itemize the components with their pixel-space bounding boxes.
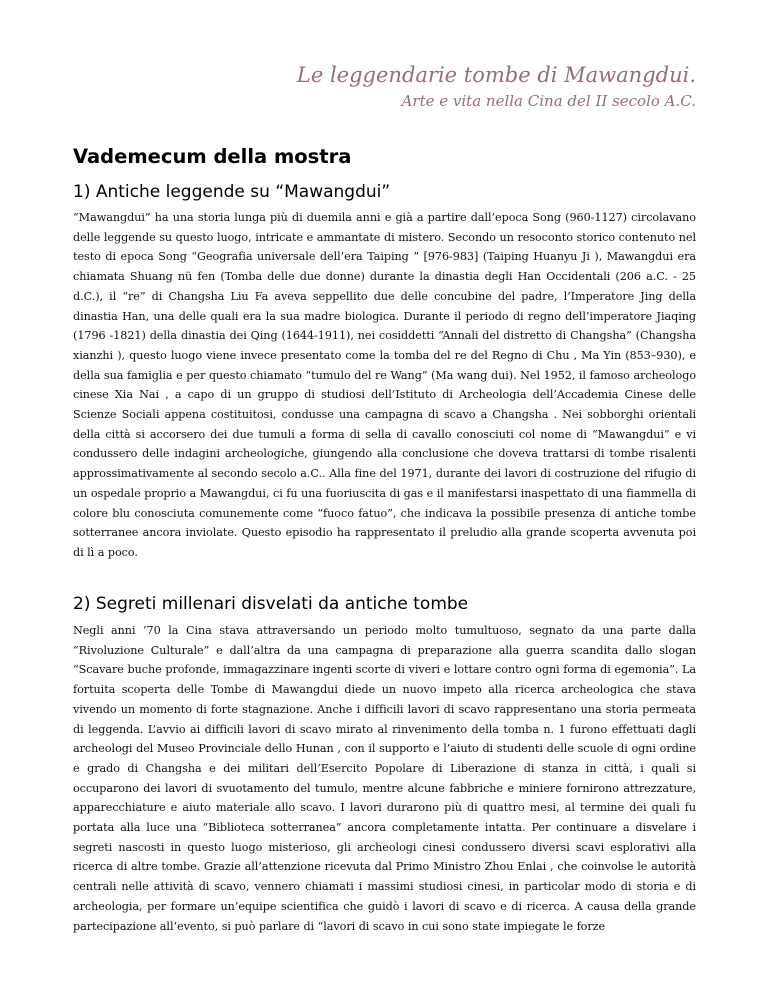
document-title: Vademecum della mostra: [73, 145, 352, 168]
header-subtitle: Arte e vita nella Cina del II secolo A.C.: [401, 92, 696, 110]
section-body-1: “Mawangdui” ha una storia lunga più di duemila anni e già a partire dall’epoca Song (960-1127) circolavano delle leggende su questo luogo, intricate e ammantate di mistero. Secondo un resoconto storico contenuto nel testo di epoca Song “Geografia universale dell’era Taiping ” [976-983] (Taiping Huanyu Ji ), Mawangdui era chiamata Shuang nü fen (Tomba delle due donne) durante la dinastia degli Han Occidentali (206 a.C. - 25 d.C.), il “re” di Changsha Liu Fa aveva seppellito due delle concubine del padre, l’Imperatore Jing della dinastia Han, una delle quali era la sua madre biologica. Durante il periodo di regno dell’imperatore Jiaqing (1796 -1821) della dinastia dei Qing (1644-1911), nei cosiddetti “Annali del distretto di Changsha” (Changsha xianzhi ), questo luogo viene invece presentato come la tomba del re del Regno di Chu , Ma Yin (853–930), e della sua famiglia e per questo chiamato “tumulo del re Wang” (Ma wang dui). Nel 1952, il famoso archeologo cinese Xia Nai , a capo di un gruppo di studiosi dell’Istituto di Archeologia dell’Accademia Cinese delle Scienze Sociali appena costituitosi, condusse una campagna di scavo a Changsha . Nei sobborghi orientali della città si accorsero dei due tumuli a forma di sella di cavallo conosciuti col nome di “Mawangdui” e vi condussero delle indagini archeologiche, giungendo alla conclusione che doveva trattarsi di tombe risalenti approssimativamente al secondo secolo a.C.. Alla fine del 1971, durante dei lavori di costruzione del rifugio di un ospedale proprio a Mawangdui, ci fu una fuoriuscita di gas e il manifestarsi inaspettato di una fiammella di colore blu conosciuta comunemente come “fuoco fatuo”, che indicava la possibile presenza di antiche tombe sotterranee ancora inviolate. Questo episodio ha rappresentato il preludio alla grande scoperta avvenuta poi di lì a poco.: [73, 211, 696, 559]
header-title: Le leggendarie tombe di Mawangdui.: [296, 63, 696, 87]
section-heading-1: 1) Antiche leggende su “Mawangdui”: [73, 182, 391, 202]
section-heading-2: 2) Segreti millenari disvelati da antiche tombe: [73, 594, 469, 614]
section-body-2: Negli anni ’70 la Cina stava attraversando un periodo molto tumultuoso, segnato da una parte dalla “Rivoluzione Culturale” e dall’altra da una campagna di preparazione alla guerra scandita dallo slogan “Scavare buche profonde, immagazzinare ingenti scorte di viveri e lottare contro ogni forma di egemonia”. La fortuita scoperta delle Tombe di Mawangdui diede un nuovo impeto alla ricerca archeologica che stava vivendo un momento di forte stagnazione. Anche i difficili lavori di scavo rappresentano una storia permeata di leggenda. L’avvio ai difficili lavori di scavo mirato al rinvenimento della tomba n. 1 furono effettuati dagli archeologi del Museo Provinciale dello Hunan , con il supporto e l’aiuto di studenti delle scuole di ogni ordine e grado di Changsha e dei militari dell’Esercito Popolare di Liberazione di stanza in città, i quali si occuparono dei lavori di svuotamento del tumulo, mentre alcune fabbriche e miniere fornirono attrezzature, apparecchiature e aiuto materiale allo scavo. I lavori durarono più di quattro mesi, al termine dei quali fu portata alla luce una “Biblioteca sotterranea” ancora completamente intatta. Per continuare a disvelare i segreti nascosti in questo luogo misterioso, gli archeologi cinesi condussero diversi scavi esplorativi alla ricerca di altre tombe. Grazie all’attenzione ricevuta dal Primo Ministro Zhou Enlai , che coinvolse le autorità centrali nelle attività di scavo, vennero chiamati i massimi studiosi cinesi, in particolar modo di storia e di archeologia, per formare un’equipe scientifica che guidò i lavori di scavo e di ricerca. A causa della grande partecipazione all’evento, si può parlare di “lavori di scavo in cui sono state impiegate le forze: [73, 624, 696, 933]
